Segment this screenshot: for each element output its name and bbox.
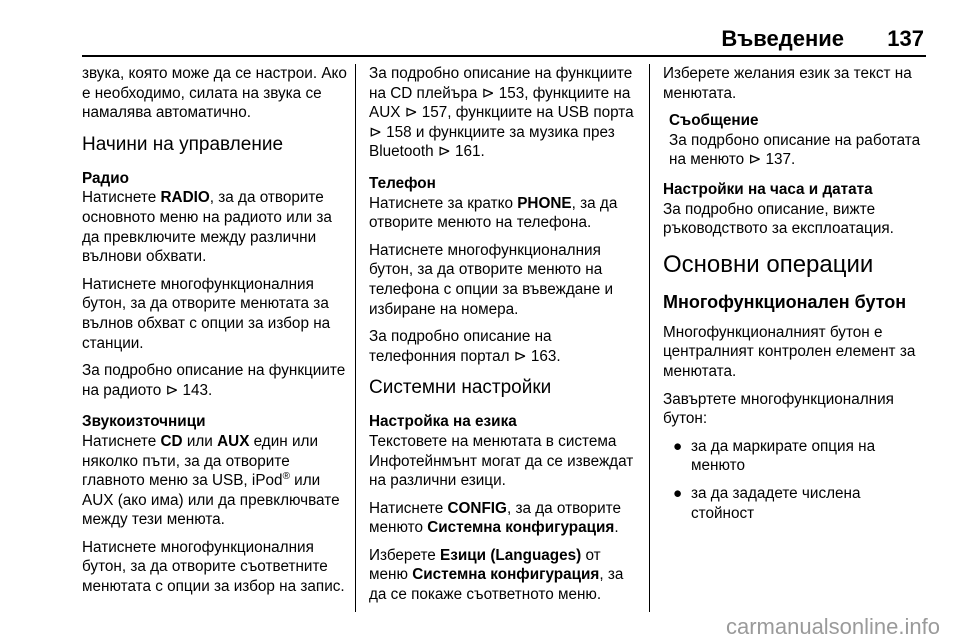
menu-name: Системна конфигурация — [412, 566, 600, 584]
language-paragraph-1: Текстовете на менютата в система Инфотейнмънт могат да се извеждат на различни езици. — [369, 432, 634, 490]
select-language-text: Изберете желания език за текст на менютата. — [663, 65, 912, 102]
list-item — [663, 484, 927, 523]
bullet-icon: ● — [673, 484, 683, 502]
text-run: един или няколко пъти, за да отворите главното меню за USB, iPod — [82, 432, 318, 490]
subheading-clock: Настройки на часа и датата — [663, 180, 873, 198]
clock-paragraph: За подробно описание, вижте ръководството за експлоатация. — [663, 200, 894, 238]
phone-paragraph-1 — [369, 194, 635, 233]
registered-mark: ® — [282, 471, 290, 482]
subheading-sources: Звукоизточници — [82, 413, 206, 431]
text-run: , за да отворите основното меню на радиото или за да превключите между различни вълнови обхвати. — [82, 189, 332, 266]
sources-paragraph-1 — [82, 432, 348, 530]
list-item — [663, 437, 927, 476]
text-run: . — [614, 519, 619, 537]
menu-item-name: Езици (Languages) — [440, 546, 582, 564]
column-3 — [663, 64, 927, 531]
cd-aux-usb-paragraph: За подробно описание на функциите на CD плейъра ⊳ 153, функциите на AUX ⊳ 157, функциите на USB порта ⊳ 158 и функциите за музика през Bluetooth ⊳ 161. — [369, 65, 634, 161]
radio-paragraph-2: Натиснете многофункционалния бутон, за да отворите менютата за вълнов обхват с опции за избор на станции. — [82, 275, 331, 352]
page-number: 137 — [887, 26, 924, 51]
column-1 — [82, 64, 348, 605]
text-run: Натиснете — [82, 432, 161, 450]
subheading-language: Настройка на езика — [369, 413, 517, 431]
text-run: , за да се покаже съответното меню. — [369, 566, 624, 604]
header-rule — [82, 55, 926, 57]
aux-key-label: AUX — [217, 432, 250, 450]
text-run: Изберете — [369, 546, 441, 564]
list-item-text: за да маркирате опция на менюто — [691, 437, 876, 475]
bullet-icon: ● — [673, 437, 683, 455]
text-run: Натиснете — [369, 499, 448, 517]
text-run: Натиснете за кратко — [369, 194, 518, 212]
config-paragraph — [369, 499, 635, 538]
phone-key-label: PHONE — [517, 194, 572, 212]
text-run: , за да отворите менюто на телефона. — [369, 194, 618, 232]
sources-paragraph-2: Натиснете многофункционалния бутон, за да отворите съответните менютата с опции за избор на запис. — [82, 538, 345, 596]
section-heading-controls: Начини на управление — [82, 133, 284, 155]
subheading-radio: Радио — [82, 169, 129, 187]
column-2 — [369, 64, 635, 613]
column-divider — [649, 64, 650, 612]
section-heading-system-settings: Системни настройки — [369, 377, 552, 399]
subheading-multifunction-knob: Многофункционален бутон — [663, 291, 907, 312]
multifunction-paragraph-1: Многофункционалният бутон е централният контролен елемент за менютата. — [663, 323, 916, 380]
text-run: Натиснете — [82, 189, 161, 207]
text-run: , за да отворите менюто — [369, 499, 621, 537]
radio-paragraph-1 — [82, 188, 348, 266]
radio-paragraph-3: За подробно описание на функциите на радиото ⊳ 143. — [82, 362, 346, 399]
config-key-label: CONFIG — [447, 499, 507, 517]
subheading-phone: Телефон — [369, 174, 436, 192]
note-text: За подрбоно описание на работата на менюто ⊳ 137. — [669, 131, 921, 169]
watermark: carmanualsonline.info — [725, 614, 940, 639]
intro-paragraph: звука, която може да се настрои. Ако е необходимо, силата на звука се намалява автоматично. — [82, 65, 347, 122]
text-run: или AUX (ако има) или да превключвате между тези менюта. — [82, 472, 340, 529]
multifunction-paragraph-2: Завъртете многофункционалния бутон: — [663, 390, 894, 428]
note-title: Съобщение — [669, 112, 759, 130]
menu-name: Системна конфигурация — [427, 519, 615, 537]
section-heading-basic-operations: Основни операции — [663, 250, 874, 278]
phone-paragraph-3: За подробно описание на телефонния портал ⊳ 163. — [369, 328, 561, 365]
page-header — [0, 24, 960, 56]
note-box — [663, 111, 927, 170]
list-item-text: за да зададете числена стойност — [691, 484, 861, 522]
text-run: от меню — [369, 546, 601, 584]
select-language-paragraph — [369, 546, 635, 605]
radio-key-label: RADIO — [160, 189, 210, 207]
page-title: Въведение — [721, 26, 844, 51]
cd-key-label: CD — [160, 432, 183, 450]
phone-paragraph-2: Натиснете многофункционалния бутон, за да отворите менюто на телефона с опции за въвеждане и избиране на номера. — [369, 241, 614, 318]
text-run: или — [182, 432, 218, 450]
column-divider — [355, 64, 356, 612]
